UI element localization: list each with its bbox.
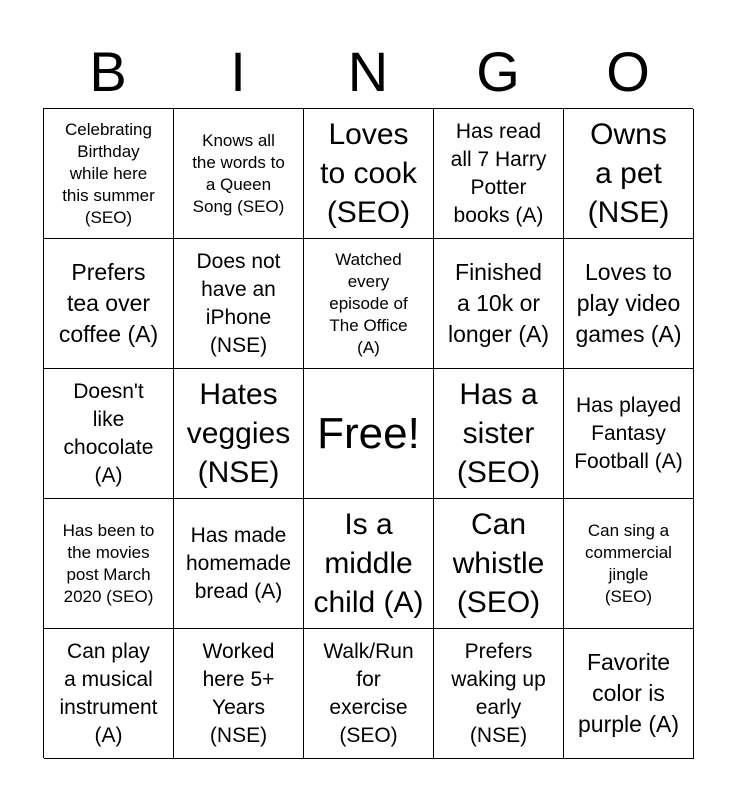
bingo-cell[interactable] [564,109,694,239]
bingo-cell-text: Owns a pet (NSE) [587,118,670,229]
header-letter-i: I [230,40,246,103]
bingo-cell-text: Does not have an iPhone (NSE) [196,249,281,357]
bingo-cell-text: Has been to the movies post March 2020 (SEO) [62,520,155,606]
bingo-cell-text: Prefers waking up early (NSE) [451,639,546,747]
bingo-cell-text: Free! [317,408,420,458]
free-space-cell[interactable] [304,369,434,499]
bingo-cell-text: Doesn't like chocolate (A) [63,379,154,487]
bingo-cell[interactable] [434,109,564,239]
bingo-cell-text: Knows all the words to a Queen Song (SEO) [192,130,285,216]
bingo-cell[interactable] [434,369,564,499]
bingo-cell-text: Prefers tea over coffee (A) [58,259,159,347]
bingo-cell-text: Watched every episode of The Office (A) [329,249,408,357]
bingo-cell[interactable] [434,499,564,629]
bingo-cell-text: Loves to play video games (A) [575,259,682,347]
bingo-cell-text: Favorite color is purple (A) [578,649,679,737]
bingo-cell[interactable] [304,239,434,369]
bingo-cell[interactable] [304,629,434,759]
header-letter-o: O [606,40,650,103]
bingo-cell[interactable] [174,629,304,759]
bingo-header [43,36,693,108]
bingo-cell[interactable] [44,369,174,499]
bingo-cell-text: Can sing a commercial jingle (SEO) [585,520,672,606]
header-letter-g: G [476,40,520,103]
bingo-cell[interactable] [564,629,694,759]
bingo-cell-text: Finished a 10k or longer (A) [448,259,549,347]
bingo-cell-text: Worked here 5+ Years (NSE) [202,639,275,747]
bingo-cell[interactable] [434,629,564,759]
bingo-cell-text: Has played Fantasy Football (A) [574,393,683,473]
bingo-cell-text: Celebrating Birthday while here this summer (SEO) [62,119,155,227]
bingo-cell-text: Has read all 7 Harry Potter books (A) [450,119,547,227]
bingo-cell[interactable] [564,239,694,369]
bingo-cell[interactable] [174,109,304,239]
bingo-cell-text: Can play a musical instrument (A) [59,639,158,747]
header-letter-b: B [89,40,127,103]
bingo-cell-text: Has a sister (SEO) [456,378,541,489]
bingo-grid [43,108,693,758]
bingo-cell-text: Is a middle child (A) [313,508,424,619]
bingo-cell[interactable] [44,629,174,759]
bingo-cell-text: Has made homemade bread (A) [185,523,292,603]
bingo-cell[interactable] [44,239,174,369]
bingo-cell[interactable] [174,369,304,499]
bingo-cell[interactable] [44,499,174,629]
bingo-cell[interactable] [564,369,694,499]
bingo-cell-text: Can whistle (SEO) [452,508,545,619]
bingo-cell[interactable] [174,499,304,629]
bingo-cell-text: Hates veggies (NSE) [186,378,291,489]
bingo-cell[interactable] [304,109,434,239]
bingo-cell[interactable] [174,239,304,369]
bingo-cell-text: Loves to cook (SEO) [320,118,417,229]
bingo-cell[interactable] [564,499,694,629]
bingo-cell[interactable] [304,499,434,629]
bingo-cell[interactable] [44,109,174,239]
header-letter-n: N [347,40,389,103]
bingo-cell-text: Walk/Run for exercise (SEO) [323,639,414,747]
bingo-cell[interactable] [434,239,564,369]
